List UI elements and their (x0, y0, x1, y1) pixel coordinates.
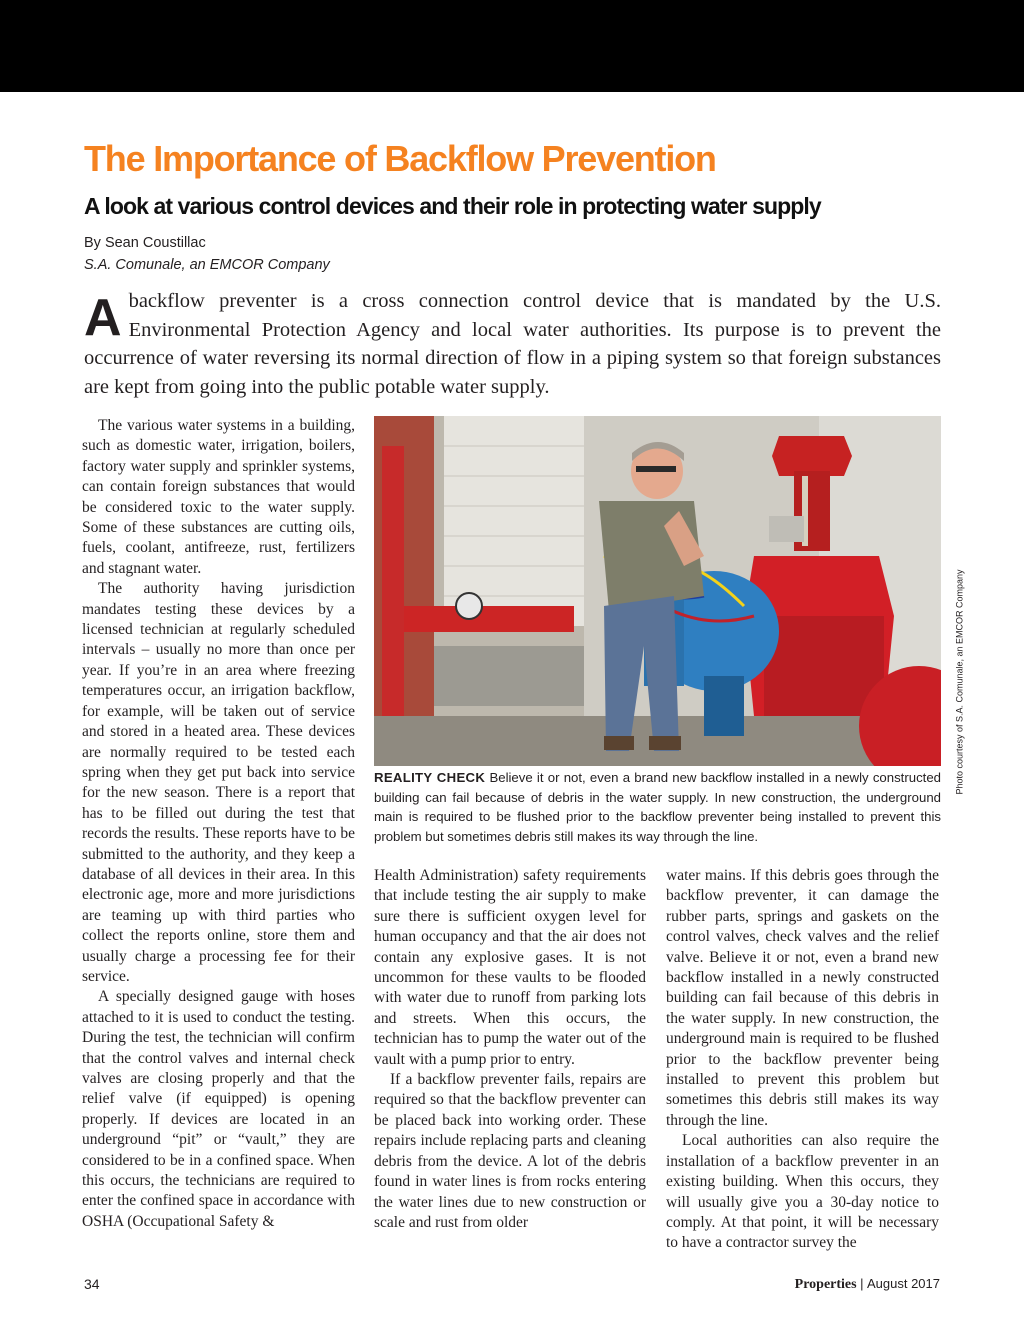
paragraph: If a backflow preventer fails, repairs are required so that the backflow preventer can be placed back into working order. These repairs include replacing parts and cleaning debris from the device. A lot of the debris found in water lines is from rocks entering the water lines due to new construction or scale and rust from older (374, 1071, 646, 1231)
magazine-name: Properties (794, 1277, 857, 1292)
paragraph: Local authorities can also require the installation of a backflow preventer in an existing building. When this occurs, they will usually give you a 30-day notice to comply. At that point, it will be necessary to have a contractor survey the (666, 1132, 939, 1252)
page-number: 34 (84, 1276, 100, 1292)
footer-separator: | (860, 1276, 864, 1291)
article-photo (374, 416, 941, 766)
paragraph: Health Administration) safety requirements that include testing the air supply to make sure there is sufficient oxygen level for human occupancy and that the air does not contain any explosive gases. It is not uncommon for these vaults to be flooded with water due to runoff from parking lots and streets. When this occurs, the technician has to pump the water out of the vault with a pump prior to entry. (374, 867, 646, 1068)
lede-text: backflow preventer is a cross connection control device that is mandated by the U.S. Environmental Protection Agency and local water authorities. Its purpose is to prevent the occurrence of water reversing its normal direction of flow in a piping system so that foreign substances are kept from going into the public potable water supply. (84, 290, 941, 398)
body-column-3 (666, 866, 939, 1254)
top-black-bar (0, 0, 1024, 92)
running-footer (795, 1276, 940, 1293)
byline: By Sean Coustillac (84, 235, 206, 251)
body-column-1 (82, 416, 355, 1232)
issue-date: August 2017 (866, 1276, 940, 1291)
paragraph: water mains. If this debris goes through the backflow preventer, it can damage the rubber parts, springs and gaskets on the control valves, check valves and the relief valve. Believe it or not, even a brand new backflow installed in a newly constructed building can fail because of this debris in the water supply. In new construction, the underground main is required to be flushed prior to the backflow preventer being installed to prevent this problem but sometimes this debris still makes its way through the line. (666, 867, 939, 1129)
paragraph: The various water systems in a building, such as domestic water, irrigation, boilers, factory water supply and sprinkler systems, can contain foreign substances that would be considered toxic to the water supply. Some of these substances are cutting oils, fuels, coolant, antifreeze, rust, fertilizers and stagnant water. (82, 417, 355, 577)
lede-paragraph (84, 287, 941, 401)
body-column-2 (374, 866, 646, 1233)
caption-label: REALITY CHECK (374, 770, 486, 785)
photo-caption (374, 768, 941, 846)
caption-text: Believe it or not, even a brand new backflow installed in a newly constructed building can fail because of debris in the water supply. In new construction, the underground main is required to be flushed prior to the backflow preventer being installed to prevent this problem but sometimes debris still makes its way through the line. (374, 770, 941, 844)
paragraph: A specially designed gauge with hoses attached to it is used to conduct the testing. During the test, the technician will confirm that the control valves and internal check valves are closing properly and that the relief valve (if equipped) is opening properly. If devices are located in an underground “pit” or “vault,” they are considered to be in a confined space. When this occurs, the technicians are required to enter the confined space in accordance with OSHA (Occupational Safety & (82, 988, 355, 1230)
photo-credit: Photo courtesy of S.A. Comunale, an EMCOR Company (955, 569, 966, 795)
drop-cap: A (84, 289, 122, 347)
article-title: The Importance of Backflow Prevention (84, 138, 716, 179)
technician-valve-photo (374, 416, 941, 766)
author-affiliation: S.A. Comunale, an EMCOR Company (84, 257, 330, 273)
article-subtitle: A look at various control devices and their role in protecting water supply (84, 193, 821, 219)
paragraph: The authority having jurisdiction mandates testing these devices by a licensed technician at regularly scheduled intervals – usually no more than once per year. If you’re in an area where freezing temperatures occur, an irrigation backflow, for example, will be taken out of service and stored in a heated area. These devices are normally required to be tested each spring when they get put back into service for the new season. There is a report that has to be filled out during the test that records the results. These reports have to be submitted to the authority, and they keep a database of all devices in their area. In this electronic age, more and more jurisdictions are teaming up with third parties who collect the reports online, store them and usually charge a processing fee for their service. (82, 580, 355, 985)
